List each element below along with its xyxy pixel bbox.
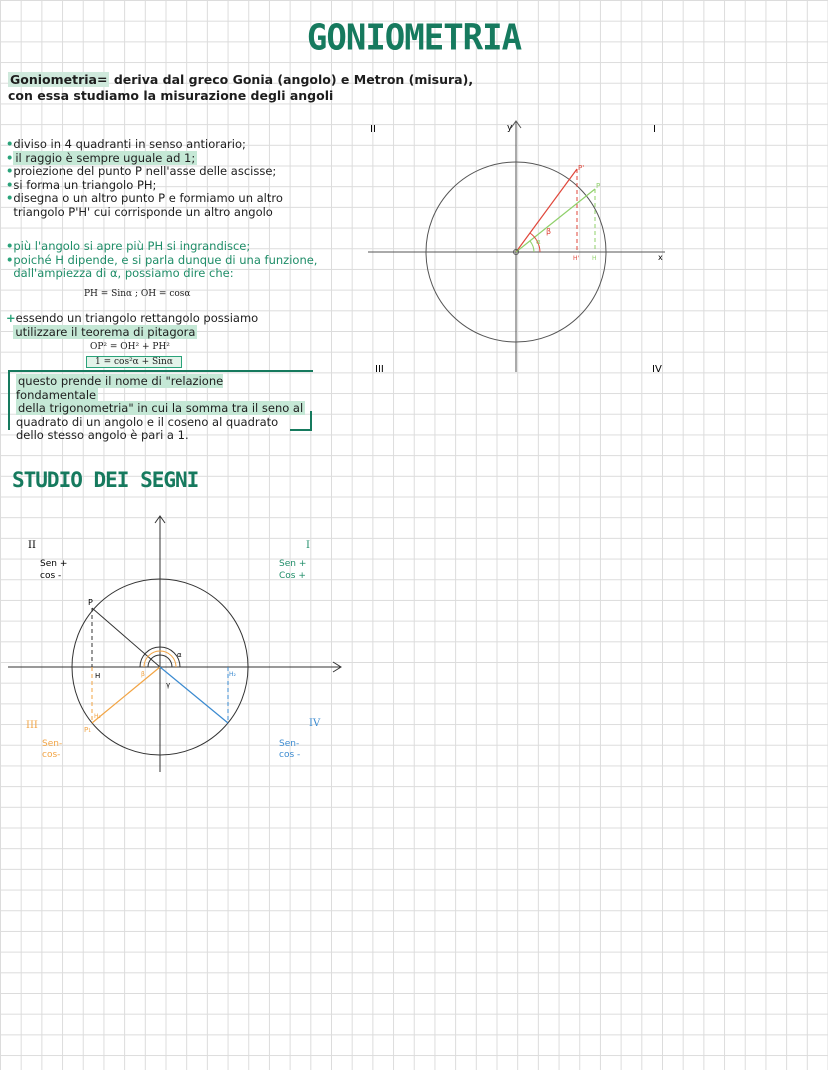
sign-label: cos - xyxy=(40,571,62,581)
bullets-group-2 xyxy=(6,240,346,281)
sign-label: cos- xyxy=(42,750,61,760)
relation-box-corner xyxy=(290,411,312,431)
relation-line: quadrato di un angolo e il coseno al quadrato xyxy=(16,414,279,429)
sign-label: Sen + xyxy=(40,559,68,569)
bullet-item: •diviso in 4 quadranti in senso antiorario; xyxy=(6,137,246,151)
formula-fundamental: 1 = cos²α + Sinα xyxy=(86,356,182,368)
point-label: H xyxy=(592,255,597,262)
quadrant-label: II xyxy=(28,540,36,551)
angle-label: β xyxy=(141,671,145,678)
angle-label: α xyxy=(536,238,541,246)
quadrant-label: IV xyxy=(309,718,321,729)
quadrant-label: III xyxy=(375,364,384,375)
point-label: P xyxy=(596,182,601,190)
quadrant-label: II xyxy=(370,124,376,135)
quadrant-label: I xyxy=(653,124,656,135)
relation-line: della trigonometria" in cui la somma tra il seno al xyxy=(18,401,304,415)
point-label: H' xyxy=(573,255,580,262)
bullet-item: •si forma un triangolo PH; xyxy=(6,177,157,192)
angle-label: γ xyxy=(166,681,171,689)
quadrant-label: I xyxy=(306,540,310,551)
radius-quadrant-3 xyxy=(92,667,160,723)
bullet-item: • il raggio è sempre uguale ad 1; xyxy=(6,150,196,165)
bullet-item: triangolo P'H' cui corrisponde un altro angolo xyxy=(13,204,273,219)
quadrant-label: III xyxy=(26,720,38,731)
y-label: y xyxy=(507,123,513,133)
bullet-item: utilizzare il teorema di pitagora xyxy=(15,324,196,339)
bullet-item: •più l'angolo si apre più PH si ingrandisce; xyxy=(6,239,251,253)
bullet-item: •disegna o un altro punto P e formiamo un altro xyxy=(6,191,283,205)
angle-label: β xyxy=(546,227,552,236)
bullet-item: •poiché H dipende, e si parla dunque di una funzione, xyxy=(6,252,318,267)
signs-diagram xyxy=(0,510,350,780)
formula-ph-oh: PH = Sinα ; OH = cosα xyxy=(84,289,191,299)
sign-label: cos - xyxy=(279,750,301,760)
intro-line2: con essa studiamo la misurazione degli angoli xyxy=(8,88,334,103)
relation-box xyxy=(8,370,313,442)
sign-label: Sen- xyxy=(42,739,63,749)
x-label: x xyxy=(658,253,663,262)
bullet-item: •proiezione del punto P nell'asse delle ascisse; xyxy=(6,164,277,178)
sign-label: Sen + xyxy=(279,559,307,569)
unit-circle-diagram xyxy=(360,110,680,380)
relation-line: dello stesso angolo è pari a 1. xyxy=(16,428,189,442)
intro-term: Goniometria= xyxy=(10,72,108,87)
formula-pythagoras: OP² = OH² + PH² xyxy=(90,342,170,352)
angle-alpha-arc xyxy=(530,241,534,252)
section-title-segni: STUDIO DEI SEGNI xyxy=(12,468,199,492)
sign-label: Cos + xyxy=(279,571,306,581)
point-label: P xyxy=(88,598,93,607)
radius-quadrant-4 xyxy=(160,667,228,723)
point-label: P' xyxy=(578,164,585,172)
bullet-item: dall'ampiezza di α, possiamo dire che: xyxy=(13,266,234,280)
relation-line: questo prende il nome di "relazione fondamentale xyxy=(16,374,224,402)
radius-quadrant-2 xyxy=(92,608,160,667)
intro-line1: deriva dal greco Gonia (angolo) e Metron (misura), xyxy=(109,72,474,87)
point-label: H₂ xyxy=(229,671,236,678)
intro-paragraph xyxy=(8,72,488,104)
page-title: GONIOMETRIA xyxy=(306,17,522,59)
point-label: H xyxy=(95,672,101,680)
quadrant-label: IV xyxy=(652,364,662,375)
point-label: P₁ xyxy=(84,726,92,734)
bullets-group-3 xyxy=(6,312,346,339)
sign-label: Sen- xyxy=(279,739,300,749)
bullet-item: +essendo un triangolo rettangolo possiamo xyxy=(6,311,259,325)
angle-label: α xyxy=(177,651,182,659)
point-label: H₁ xyxy=(94,713,101,720)
bullets-group-1 xyxy=(6,138,346,219)
